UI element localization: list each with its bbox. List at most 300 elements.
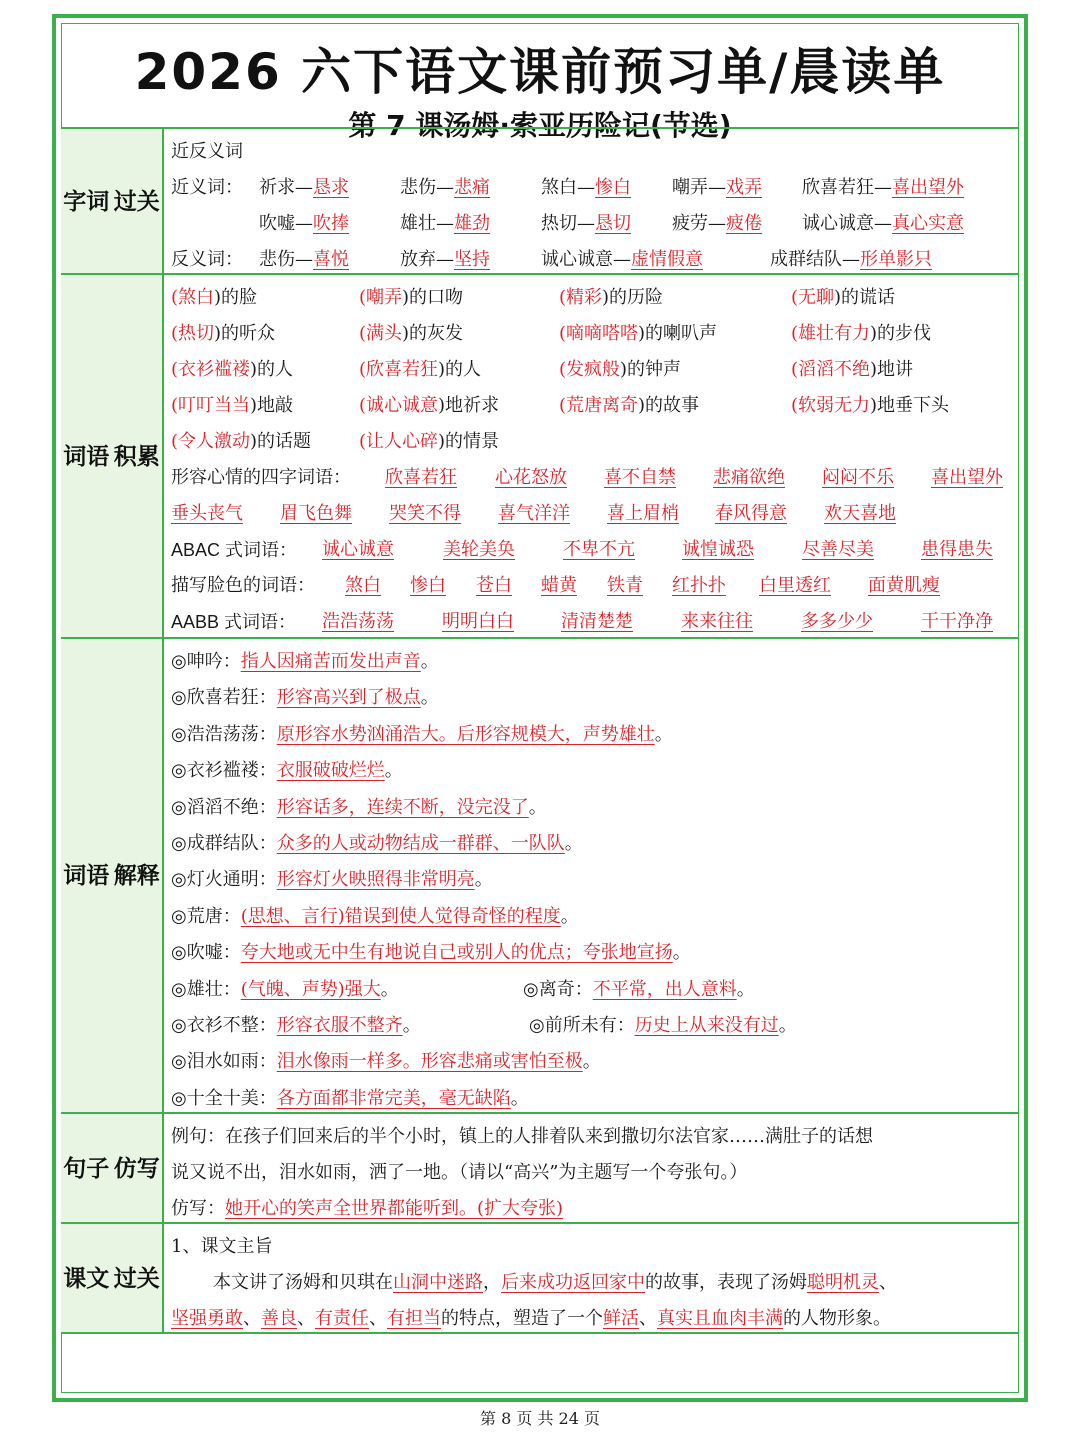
- definition-answer: 形容话多，连续不断，没完没了: [276, 796, 529, 818]
- answer-word: 精彩: [566, 287, 603, 308]
- definition: [171, 649, 439, 675]
- phrase-tail: )地敲: [250, 395, 294, 416]
- bracket-open: (: [791, 323, 799, 344]
- term: ◎成群结队：: [171, 833, 277, 854]
- answer-word: 喜气洋洋: [498, 503, 570, 524]
- definition: [529, 1013, 797, 1039]
- phrase: [171, 285, 257, 311]
- list-word: [442, 609, 514, 635]
- term: ◎十全十美：: [171, 1087, 277, 1109]
- list-word: [495, 465, 567, 491]
- list-word: [715, 501, 787, 527]
- word-pair: [400, 175, 490, 201]
- list-word: [681, 609, 753, 635]
- list-word: [921, 609, 993, 635]
- answer-word: 嘲弄: [366, 287, 403, 308]
- word: 诚心诚意—: [802, 213, 892, 234]
- answer-word: 诚心诚意: [366, 395, 439, 416]
- phrase-tail: )的人: [438, 359, 482, 380]
- definition-answer: (思想、言行)错误到使人觉得奇怪的程度: [240, 905, 561, 927]
- definition: [171, 722, 673, 748]
- answer-word: 喜出望外: [931, 467, 1003, 488]
- definition-answer: (气魄、声势)强大: [240, 978, 381, 1000]
- answer-word: 面黄肌瘦: [868, 575, 940, 596]
- phrase: [171, 357, 293, 383]
- answer-word: 真实且血肉丰满: [657, 1308, 783, 1329]
- word-pair: [802, 211, 964, 237]
- text-segment: 、: [879, 1272, 897, 1293]
- definition-answer: 夸大地或无中生有地说自己或别人的优点；夸张地宣扬: [240, 942, 673, 964]
- section-sentence-imitation: [61, 1112, 1019, 1224]
- section-body: [171, 1224, 1015, 1334]
- bracket-open: (: [791, 287, 799, 308]
- term: ◎离奇：: [523, 978, 593, 1000]
- answer-word: 坚持: [454, 249, 490, 270]
- text-segment: 、: [369, 1308, 387, 1329]
- list-word: [389, 501, 461, 527]
- text-segment: 、: [639, 1308, 657, 1329]
- definition: [171, 867, 493, 893]
- list-word: [476, 573, 512, 599]
- section-body: [171, 1114, 1015, 1224]
- worksheet: [52, 14, 1028, 1402]
- answer-word: 煞白: [178, 287, 215, 308]
- answer-word: 喜上眉梢: [607, 503, 679, 524]
- definition: [171, 977, 399, 1003]
- list-label: [171, 609, 296, 635]
- phrase-tail: )的话题: [250, 431, 312, 452]
- answer-word: 尽善尽美: [802, 539, 874, 560]
- definition-answer: 原形容水势汹涌浩大。后形容规模大，声势雄壮: [276, 723, 655, 745]
- word: 吹嘘—: [259, 213, 313, 234]
- bracket-open: (: [359, 323, 367, 344]
- list-word: [824, 501, 896, 527]
- definition-answer: 指人因痛苦而发出声音: [240, 651, 421, 672]
- phrase-tail: )的情景: [438, 431, 500, 452]
- page-number: 第 8 页 共 24 页: [480, 1409, 600, 1428]
- answer-word: 清清楚楚: [561, 611, 633, 632]
- term: ◎泪水如雨：: [171, 1051, 277, 1073]
- answer-word: 惨白: [595, 177, 631, 198]
- answer-word: 白里透红: [759, 575, 831, 596]
- answer-word: 聪明机灵: [807, 1272, 879, 1293]
- section-label: 句子 仿写: [61, 1114, 164, 1224]
- word-pair: [400, 247, 490, 273]
- phrase-tail: )地讲: [870, 359, 914, 380]
- word-pair: [541, 247, 703, 273]
- answer-word: 山洞中迷路: [393, 1272, 483, 1293]
- phrase-tail: )的灰发: [402, 323, 464, 344]
- answer-word: 疲倦: [726, 213, 762, 234]
- section-body: [171, 275, 1015, 639]
- word-pair: [672, 211, 762, 237]
- section-label: 词语 积累: [61, 275, 164, 639]
- definition-answer: 泪水像雨一样多。形容悲痛或害怕至极: [276, 1051, 583, 1073]
- period: 。: [736, 978, 755, 1000]
- answer-word: 满头: [366, 323, 403, 344]
- answer-word: 悲痛: [454, 177, 490, 198]
- answer-word: 让人心碎: [366, 431, 439, 452]
- phrase-tail: )地垂下头: [870, 395, 950, 416]
- section-vocab-check: [61, 127, 1019, 275]
- list-word: [607, 501, 679, 527]
- bracket-open: (: [791, 395, 799, 416]
- phrase-tail: )的谎话: [834, 287, 896, 308]
- list-word: [280, 501, 352, 527]
- phrase: [559, 285, 663, 311]
- bracket-open: (: [559, 323, 567, 344]
- list-word: [713, 465, 785, 491]
- list-word: [171, 501, 243, 527]
- phrase-tail: )的历险: [602, 287, 664, 308]
- term: ◎前所未有：: [529, 1015, 635, 1036]
- word-pair: [672, 175, 762, 201]
- period: 。: [654, 723, 673, 745]
- row-label-text: 反义词：: [171, 249, 243, 270]
- answer-word: 美轮美奂: [443, 539, 515, 560]
- answer-word: 恳求: [313, 177, 349, 198]
- term: ◎灯火通明：: [171, 869, 277, 891]
- word-pair: [400, 211, 490, 237]
- word: 悲伤—: [259, 249, 313, 270]
- section-text-check: [61, 1222, 1019, 1334]
- phrase-tail: )的人: [250, 359, 294, 380]
- definition: [171, 904, 579, 930]
- term: ◎吹嘘：: [171, 942, 241, 964]
- answer-word: 诚惶诚恐: [682, 539, 754, 560]
- definition-answer: 各方面都非常完美，毫无缺陷: [276, 1087, 511, 1109]
- phrase-tail: )的步伐: [870, 323, 932, 344]
- answer-word: 有担当: [387, 1308, 441, 1329]
- answer-word: 春风得意: [715, 503, 787, 524]
- word: 疲劳—: [672, 213, 726, 234]
- period: 。: [402, 1015, 421, 1036]
- phrase-tail: )地祈求: [438, 395, 500, 416]
- text-segment: 、: [297, 1308, 315, 1329]
- answer-word: 鲜活: [603, 1308, 639, 1329]
- definition-answer: 历史上从来没有过: [634, 1015, 779, 1036]
- theme-line-2: [171, 1306, 891, 1332]
- phrase: [171, 393, 293, 419]
- phrase: [359, 285, 463, 311]
- answer-word: 恳切: [595, 213, 631, 234]
- period: 。: [778, 1015, 797, 1036]
- section-label: 词语 解释: [61, 639, 164, 1114]
- answer-word: 患得患失: [921, 539, 993, 560]
- lesson-subtitle: 第 7 课汤姆·索亚历险记(节选): [348, 109, 732, 142]
- list-word: [682, 537, 754, 563]
- text-segment: ，: [483, 1272, 501, 1293]
- word-pair: [802, 175, 964, 201]
- answer-word: 坚强勇敢: [171, 1308, 243, 1329]
- phrase: [559, 321, 717, 347]
- answer-word: 红扑扑: [672, 575, 726, 596]
- bracket-open: (: [559, 287, 567, 308]
- text-segment: 本文讲了汤姆和贝琪在: [213, 1272, 393, 1293]
- definition: [171, 1013, 421, 1039]
- answer-word: 诚心诚意: [322, 539, 394, 560]
- theme-line-1: [213, 1270, 897, 1296]
- phrase-tail: )的故事: [638, 395, 700, 416]
- answer-word: 嘀嘀嗒嗒: [566, 323, 639, 344]
- list-word: [498, 501, 570, 527]
- text-segment: 的人物形象。: [783, 1308, 891, 1329]
- list-word: [822, 465, 894, 491]
- phrase-tail: )的听众: [214, 323, 276, 344]
- list-word: [672, 573, 726, 599]
- word: 放弃—: [400, 249, 454, 270]
- section-label: 课文 过关: [61, 1224, 164, 1334]
- list-word: [345, 573, 381, 599]
- theme-heading: 1、课文主旨: [171, 1236, 273, 1257]
- answer-word: 喜不自禁: [604, 467, 676, 488]
- word: 成群结队—: [770, 249, 860, 270]
- word: 热切—: [541, 213, 595, 234]
- heading-text: 近反义词: [171, 141, 243, 162]
- word-pair: [259, 211, 349, 237]
- section-word-accumulation: [61, 273, 1019, 639]
- list-word: [759, 573, 831, 599]
- imitation-answer: 她开心的笑声全世界都能听到。(扩大夸张): [225, 1198, 564, 1219]
- section-body: [171, 639, 1015, 1114]
- list-word: [801, 609, 873, 635]
- answer-word: 欣喜若狂: [366, 359, 439, 380]
- answer-word: 软弱无力: [798, 395, 871, 416]
- list-word: [561, 609, 633, 635]
- answer-word: 欢天喜地: [824, 503, 896, 524]
- section-heading: [171, 139, 243, 165]
- answer-word: 形单影只: [860, 249, 932, 270]
- definition-answer: 形容高兴到了极点: [276, 687, 421, 709]
- answer-word: 虚情假意: [631, 249, 703, 270]
- list-label: [171, 465, 351, 491]
- bracket-open: (: [359, 431, 367, 452]
- phrase: [791, 357, 913, 383]
- answer-word: 有责任: [315, 1308, 369, 1329]
- bracket-open: (: [359, 395, 367, 416]
- answer-word: 干干净净: [921, 611, 993, 632]
- definition: [171, 1086, 529, 1112]
- text-segment: 的特点，塑造了一个: [441, 1308, 603, 1329]
- list-word: [563, 537, 635, 563]
- answer-word: 滔滔不绝: [798, 359, 871, 380]
- period: 。: [560, 905, 579, 927]
- phrase: [559, 357, 681, 383]
- list-label-text: 形容心情的四字词语：: [171, 467, 351, 488]
- definition: [523, 977, 755, 1003]
- answer-word: 荒唐离奇: [566, 395, 639, 416]
- phrase: [559, 393, 699, 419]
- imitation-line: 仿写：她开心的笑声全世界都能听到。(扩大夸张): [171, 1198, 564, 1219]
- word: 煞白—: [541, 177, 595, 198]
- word-pair: [541, 211, 631, 237]
- text-segment: 、: [243, 1308, 261, 1329]
- definition: [171, 758, 403, 784]
- phrase: [359, 357, 481, 383]
- phrase-tail: )的脸: [214, 287, 258, 308]
- answer-word: 浩浩荡荡: [322, 611, 394, 632]
- word: 诚心诚意—: [541, 249, 631, 270]
- section-label: 字词 过关: [61, 129, 164, 275]
- list-label: [171, 537, 297, 563]
- definition: [171, 685, 439, 711]
- answer-word: 煞白: [345, 575, 381, 596]
- period: 。: [474, 869, 493, 891]
- phrase: [171, 429, 311, 455]
- phrase: [791, 285, 895, 311]
- phrase-tail: )的钟声: [620, 359, 682, 380]
- answer-word: 心花怒放: [495, 467, 567, 488]
- list-label-text: ABAC 式词语：: [171, 540, 298, 560]
- list-word: [802, 537, 874, 563]
- list-label: [171, 573, 315, 599]
- period: 。: [420, 687, 439, 709]
- definition-answer: 形容衣服不整齐: [276, 1015, 403, 1036]
- bracket-open: (: [791, 359, 799, 380]
- text-segment: 的故事，表现了汤姆: [645, 1272, 807, 1293]
- answer-word: 来来往往: [681, 611, 753, 632]
- term: ◎荒唐：: [171, 905, 241, 927]
- row-label-text: 近义词：: [171, 177, 243, 198]
- answer-word: 悲痛欲绝: [713, 467, 785, 488]
- word: 欣喜若狂—: [802, 177, 892, 198]
- list-word: [604, 465, 676, 491]
- answer-word: 令人激动: [178, 431, 251, 452]
- bracket-open: (: [559, 359, 567, 380]
- word-pair: [541, 175, 631, 201]
- answer-word: 欣喜若狂: [385, 467, 457, 488]
- period: 。: [582, 1051, 601, 1073]
- bracket-open: (: [171, 359, 179, 380]
- answer-word: 雄壮有力: [798, 323, 871, 344]
- word: 雄壮—: [400, 213, 454, 234]
- period: 。: [384, 760, 403, 782]
- word-pair: [259, 175, 349, 201]
- answer-word: 无聊: [798, 287, 835, 308]
- period: 。: [528, 796, 547, 818]
- list-label-text: AABB 式词语：: [171, 612, 297, 632]
- phrase: [359, 321, 463, 347]
- period: 。: [672, 942, 691, 964]
- bracket-open: (: [359, 287, 367, 308]
- bracket-open: (: [171, 431, 179, 452]
- answer-word: 眉飞色舞: [280, 503, 352, 524]
- row-label: [171, 175, 243, 201]
- answer-word: 铁青: [607, 575, 643, 596]
- section-body: [171, 129, 1015, 275]
- word: 悲伤—: [400, 177, 454, 198]
- bracket-open: (: [171, 395, 179, 416]
- definition-answer: 形容灯火映照得非常明亮: [276, 869, 475, 891]
- phrase: [359, 393, 499, 419]
- answer-word: 多多少少: [801, 611, 873, 632]
- word-pair: [770, 247, 932, 273]
- term: ◎浩浩荡荡：: [171, 723, 277, 745]
- answer-word: 喜出望外: [892, 177, 964, 198]
- page-title: 2026 六下语文课前预习单/晨读单: [134, 43, 946, 101]
- answer-word: 不卑不亢: [563, 539, 635, 560]
- answer-word: 善良: [261, 1308, 297, 1329]
- answer-word: 惨白: [410, 575, 446, 596]
- period: 。: [420, 651, 439, 672]
- phrase-tail: )的口吻: [402, 287, 464, 308]
- term: ◎呻吟：: [171, 651, 241, 672]
- answer-word: 吹捧: [313, 213, 349, 234]
- answer-word: 发疯般: [566, 359, 621, 380]
- phrase-tail: )的喇叭声: [638, 323, 718, 344]
- example-line-2: 说又说不出，泪水如雨，洒了一地。（请以“高兴”为主题写一个夸张句。）: [171, 1162, 748, 1183]
- bracket-open: (: [559, 395, 567, 416]
- list-word: [607, 573, 643, 599]
- answer-word: 雄劲: [454, 213, 490, 234]
- phrase: [791, 393, 949, 419]
- list-word: [921, 537, 993, 563]
- section-word-explanation: [61, 637, 1019, 1114]
- term: ◎滔滔不绝：: [171, 796, 277, 818]
- row-label: [171, 247, 243, 273]
- term: ◎雄壮：: [171, 978, 241, 1000]
- list-word: [443, 537, 515, 563]
- answer-word: 后来成功返回家中: [501, 1272, 645, 1293]
- period: 。: [380, 978, 399, 1000]
- answer-word: 热切: [178, 323, 215, 344]
- definition-answer: 不平常，出人意料: [592, 978, 737, 1000]
- answer-word: 衣衫褴褛: [178, 359, 251, 380]
- definition-answer: 衣服破破烂烂: [276, 760, 385, 782]
- term: ◎衣衫不整：: [171, 1015, 277, 1036]
- list-word: [322, 537, 394, 563]
- answer-word: 哭笑不得: [389, 503, 461, 524]
- word: 祈求—: [259, 177, 313, 198]
- answer-word: 戏弄: [726, 177, 762, 198]
- definition-answer: 众多的人或动物结成一群群、一队队: [276, 833, 565, 854]
- term: ◎衣衫褴褛：: [171, 760, 277, 782]
- bracket-open: (: [359, 359, 367, 380]
- definition: [171, 831, 583, 857]
- phrase: [171, 321, 275, 347]
- word-pair: [259, 247, 349, 273]
- answer-word: 真心实意: [892, 213, 964, 234]
- list-word: [868, 573, 940, 599]
- list-word: [931, 465, 1003, 491]
- list-label-text: 描写脸色的词语：: [171, 575, 315, 596]
- answer-word: 苍白: [476, 575, 512, 596]
- phrase: [359, 429, 499, 455]
- phrase: [791, 321, 931, 347]
- list-word: [322, 609, 394, 635]
- definition: [171, 940, 691, 966]
- example-line-1: 例句：在孩子们回来后的半个小时，镇上的人排着队来到撒切尔法官家……满肚子的话想: [171, 1126, 873, 1147]
- list-word: [410, 573, 446, 599]
- answer-word: 垂头丧气: [171, 503, 243, 524]
- period: 。: [564, 833, 583, 854]
- list-word: [541, 573, 577, 599]
- term: ◎欣喜若狂：: [171, 687, 277, 709]
- answer-word: 闷闷不乐: [822, 467, 894, 488]
- answer-word: 叮叮当当: [178, 395, 251, 416]
- definition: [171, 795, 547, 821]
- period: 。: [510, 1087, 529, 1109]
- definition: [171, 1049, 601, 1075]
- answer-word: 喜悦: [313, 249, 349, 270]
- bracket-open: (: [171, 287, 179, 308]
- word: 嘲弄—: [672, 177, 726, 198]
- list-word: [385, 465, 457, 491]
- bracket-open: (: [171, 323, 179, 344]
- section-blank: [61, 1332, 1019, 1396]
- answer-word: 明明白白: [442, 611, 514, 632]
- answer-word: 蜡黄: [541, 575, 577, 596]
